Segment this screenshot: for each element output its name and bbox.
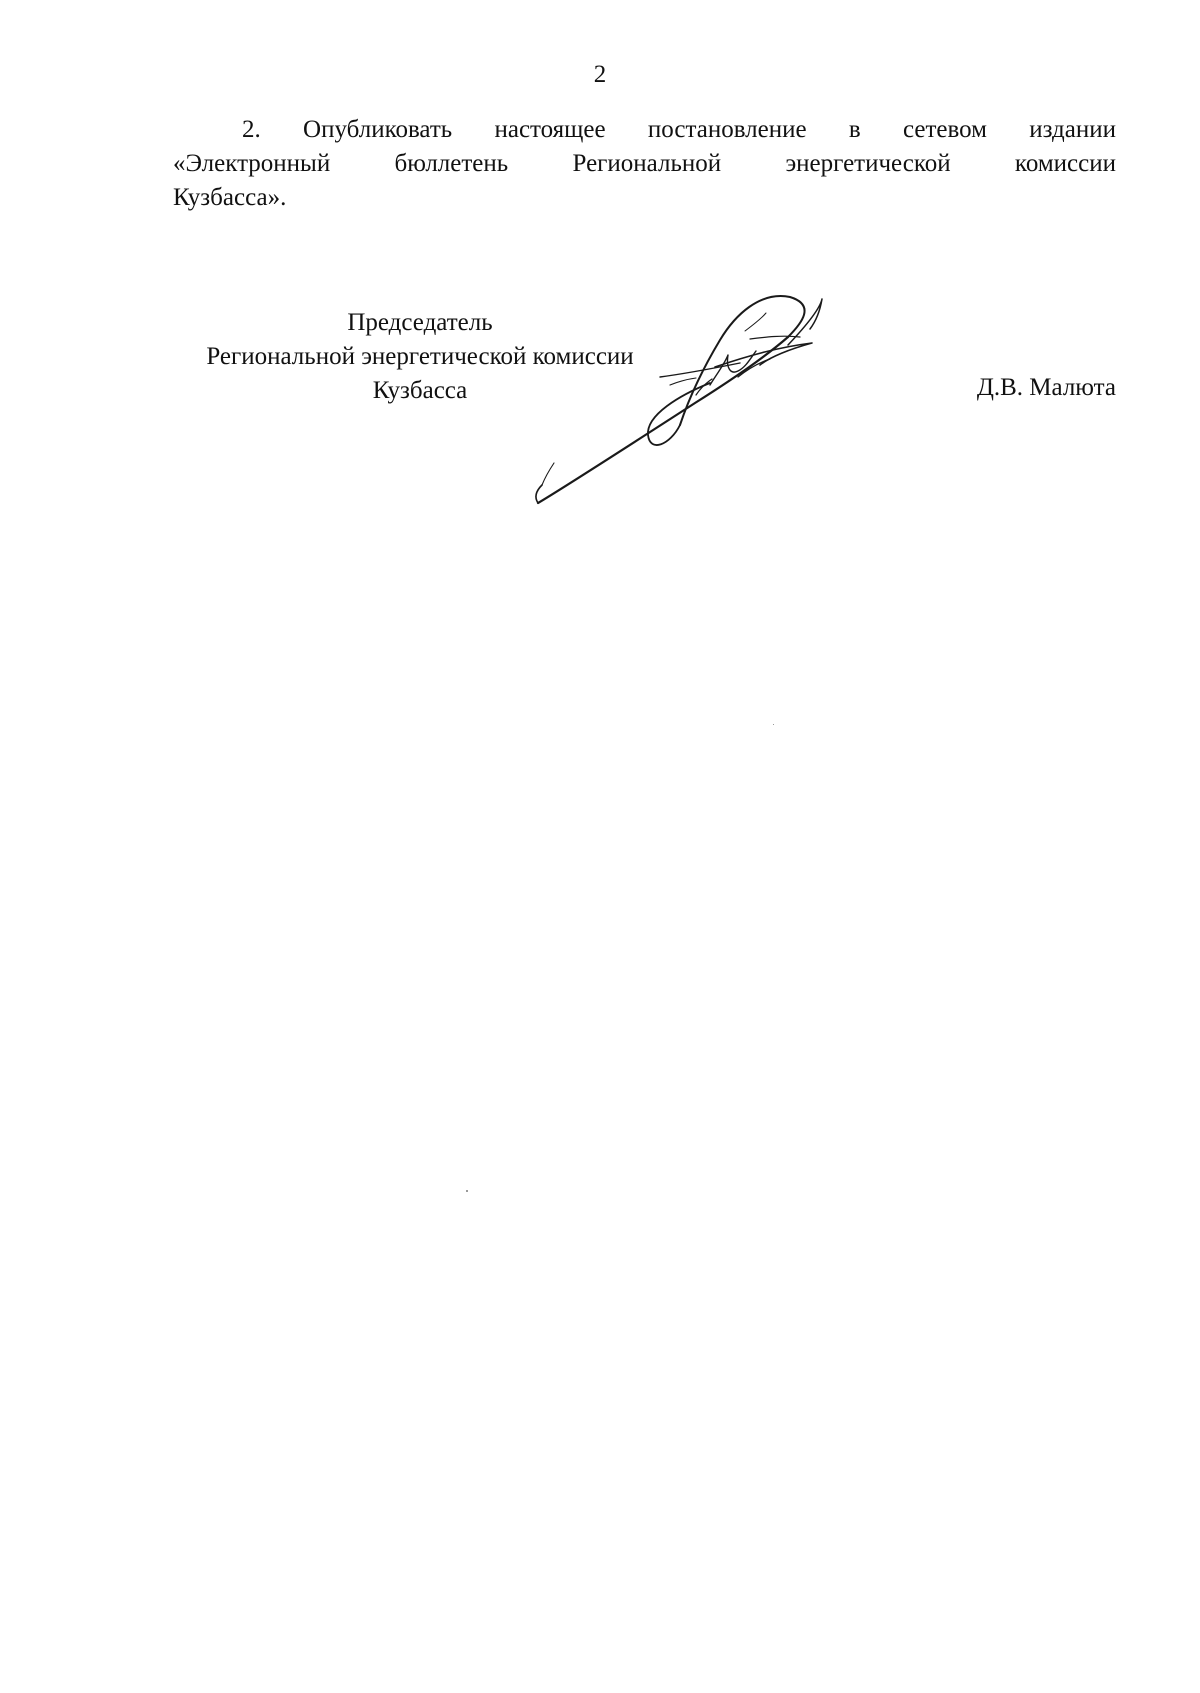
signer-organization: Региональной энергетической комиссии <box>206 343 634 370</box>
page-number: 2 <box>593 61 607 88</box>
scan-speck <box>773 724 774 725</box>
publication-clause <box>173 113 1116 215</box>
signer-region: Кузбасса <box>372 377 468 404</box>
signer-name: Д.В. Малюта <box>976 374 1116 401</box>
clause-line-1: 2. Опубликовать настоящее постановление в сетевом издании <box>242 116 1116 143</box>
clause-line-3: Кузбасса». <box>173 184 287 211</box>
handwritten-signature <box>520 285 900 515</box>
scan-speck <box>466 1190 468 1192</box>
signer-position: Председатель <box>347 309 493 336</box>
clause-line-2: «Электронный бюллетень Региональной энергетической комиссии <box>173 150 1116 177</box>
